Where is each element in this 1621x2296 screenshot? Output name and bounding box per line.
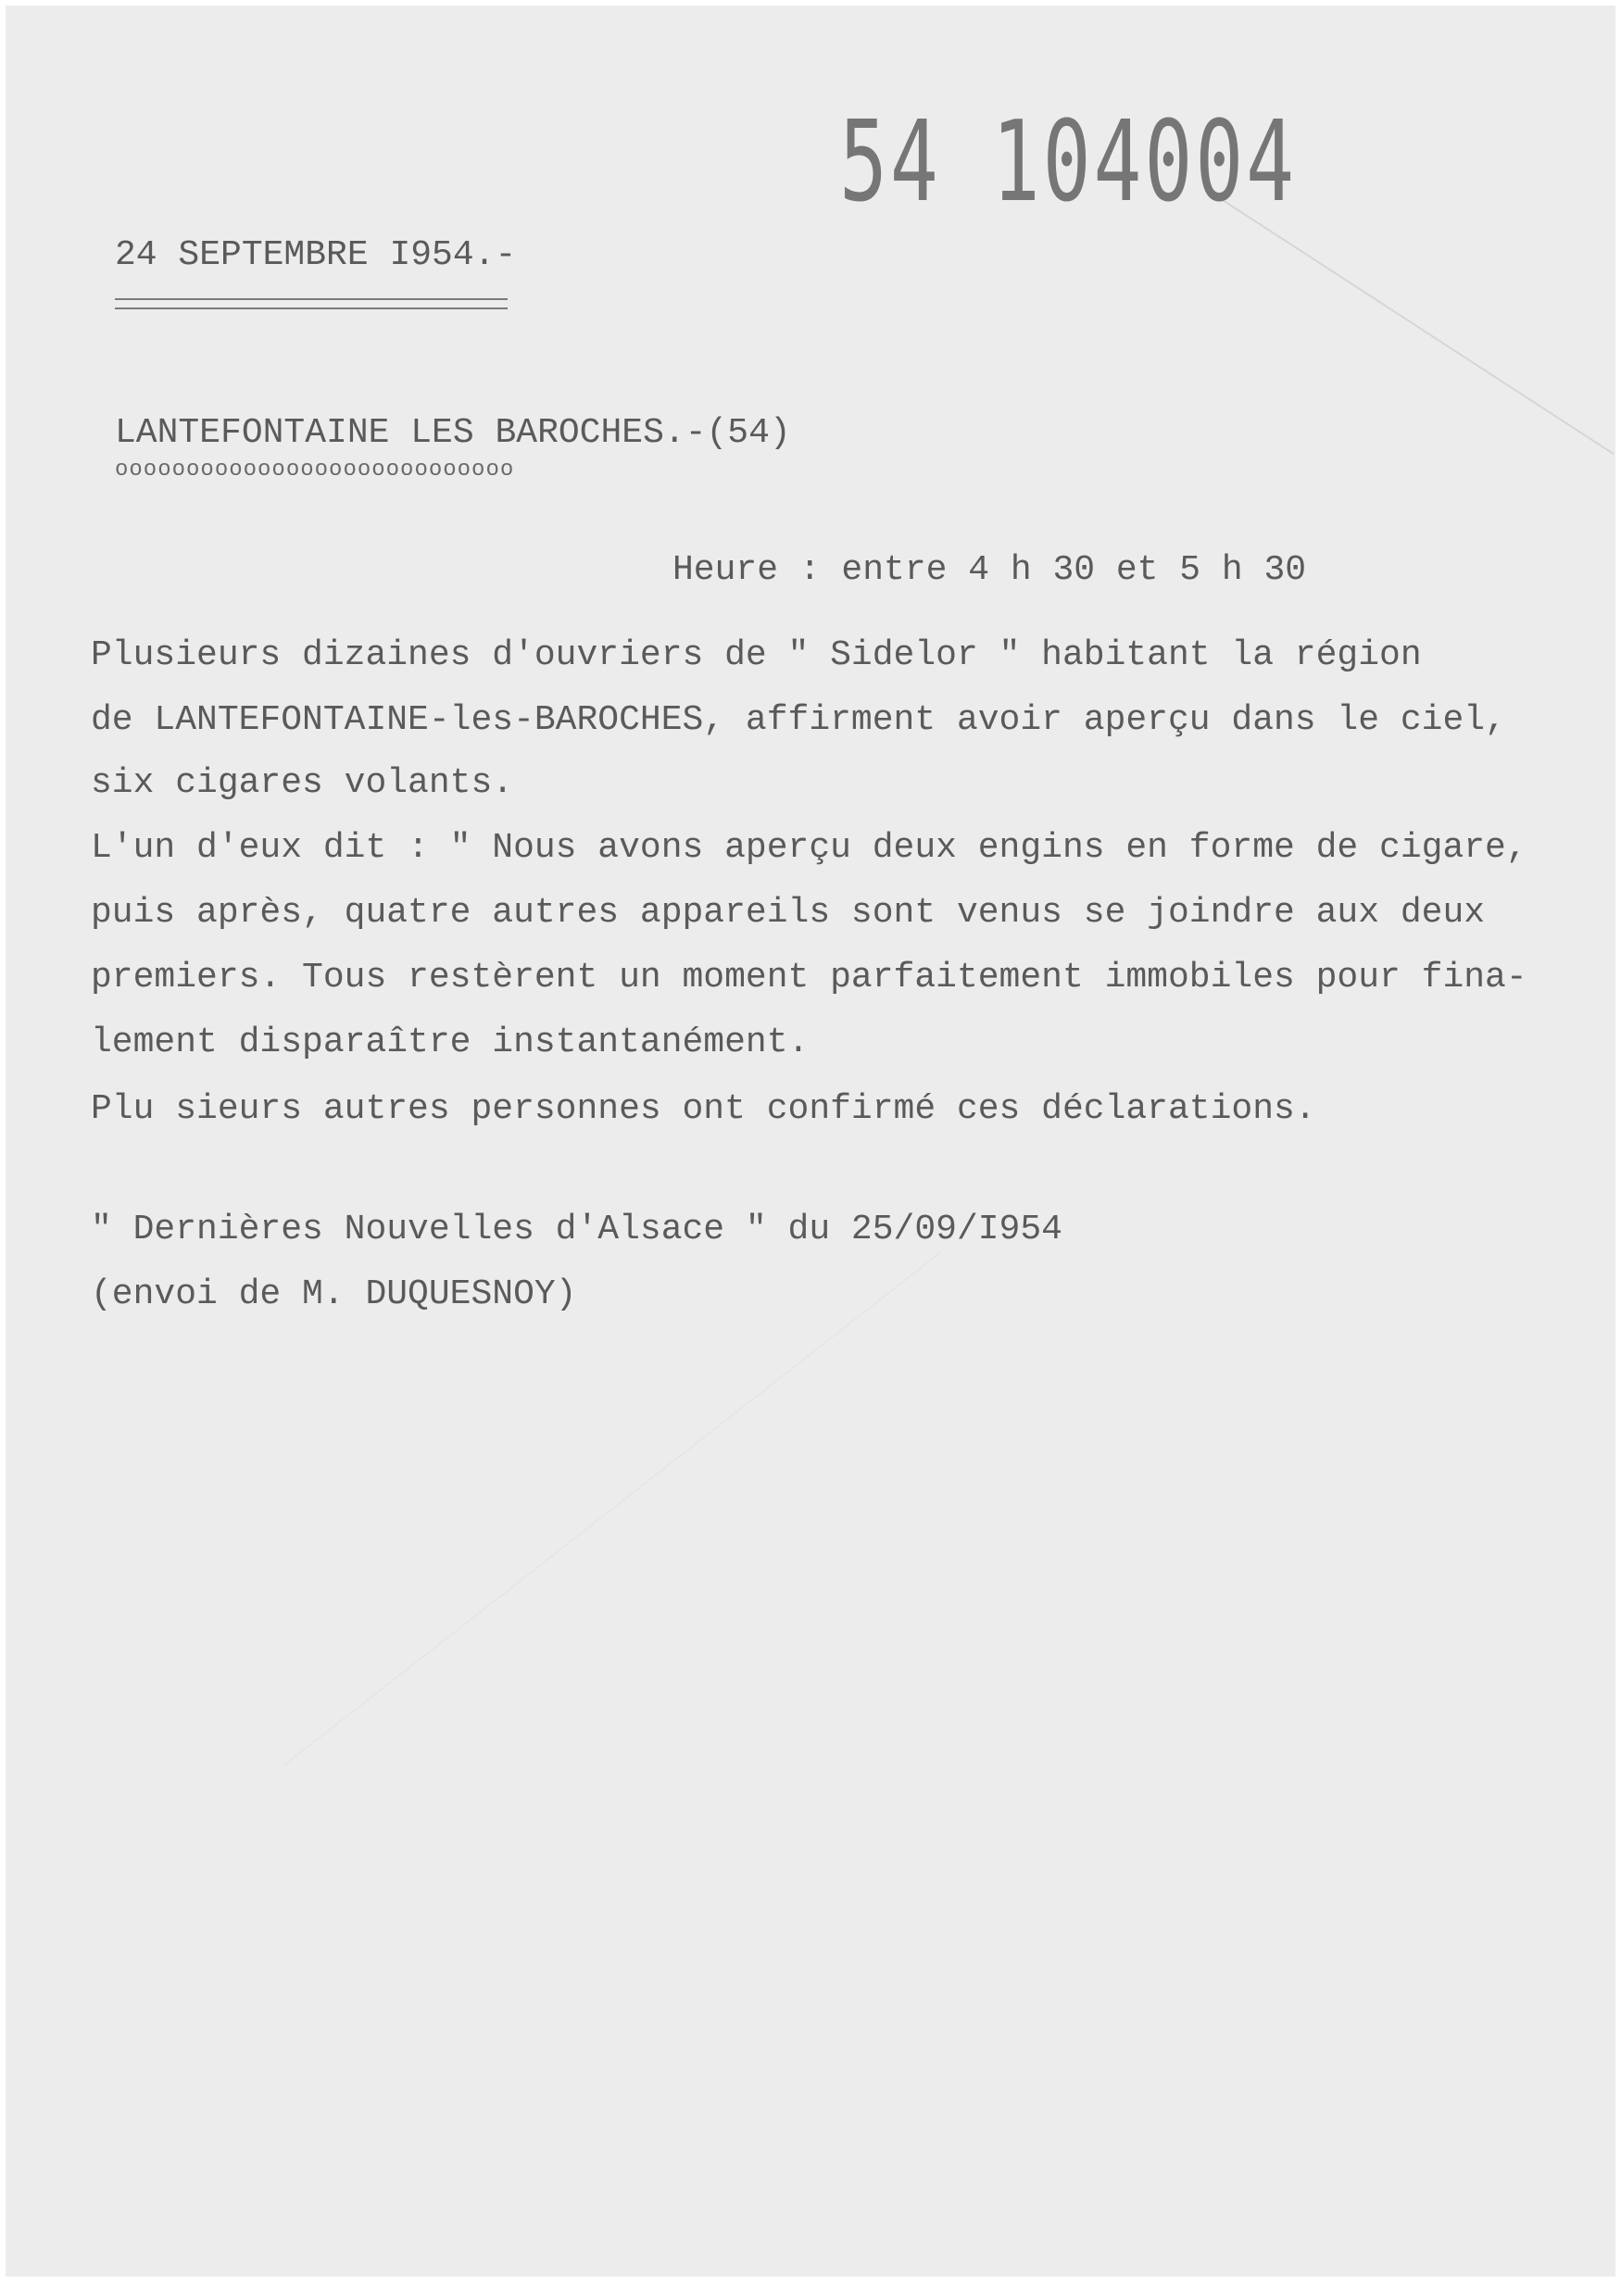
paper-crease [283, 1252, 941, 1766]
body-text-line: Plu sieurs autres personnes ont confirmé ces déclarations. [91, 1089, 1316, 1129]
body-text-line: puis après, quatre autres appareils sont venus se joindre aux deux [91, 893, 1486, 933]
stamp-number: 54 104004 [839, 98, 1298, 227]
time-line: Heure : entre 4 h 30 et 5 h 30 [672, 550, 1307, 590]
paper-crease [1209, 191, 1614, 455]
source-citation: " Dernières Nouvelles d'Alsace " du 25/09/I954 [91, 1210, 1062, 1249]
location-underline: oooooooooooooooooooooooooooo [115, 458, 515, 483]
document-page [6, 6, 1615, 2277]
source-sender: (envoi de M. DUQUESNOY) [91, 1274, 577, 1314]
body-text-line: lement disparaître instantanément. [91, 1023, 810, 1062]
body-text-line: de LANTEFONTAINE-les-BAROCHES, affirment avoir aperçu dans le ciel, [91, 700, 1506, 740]
document-date: 24 SEPTEMBRE I954.- [115, 235, 517, 275]
body-text-line: six cigares volants. [91, 763, 514, 803]
body-text-line: Plusieurs dizaines d'ouvriers de " Sidelor " habitant la région [91, 635, 1422, 675]
date-underline [115, 298, 508, 309]
body-text-line: premiers. Tous restèrent un moment parfaitement immobiles pour fina- [91, 958, 1527, 997]
location-heading: LANTEFONTAINE LES BAROCHES.-(54) [115, 413, 791, 453]
body-text-line: L'un d'eux dit : " Nous avons aperçu deux engins en forme de cigare, [91, 828, 1527, 868]
